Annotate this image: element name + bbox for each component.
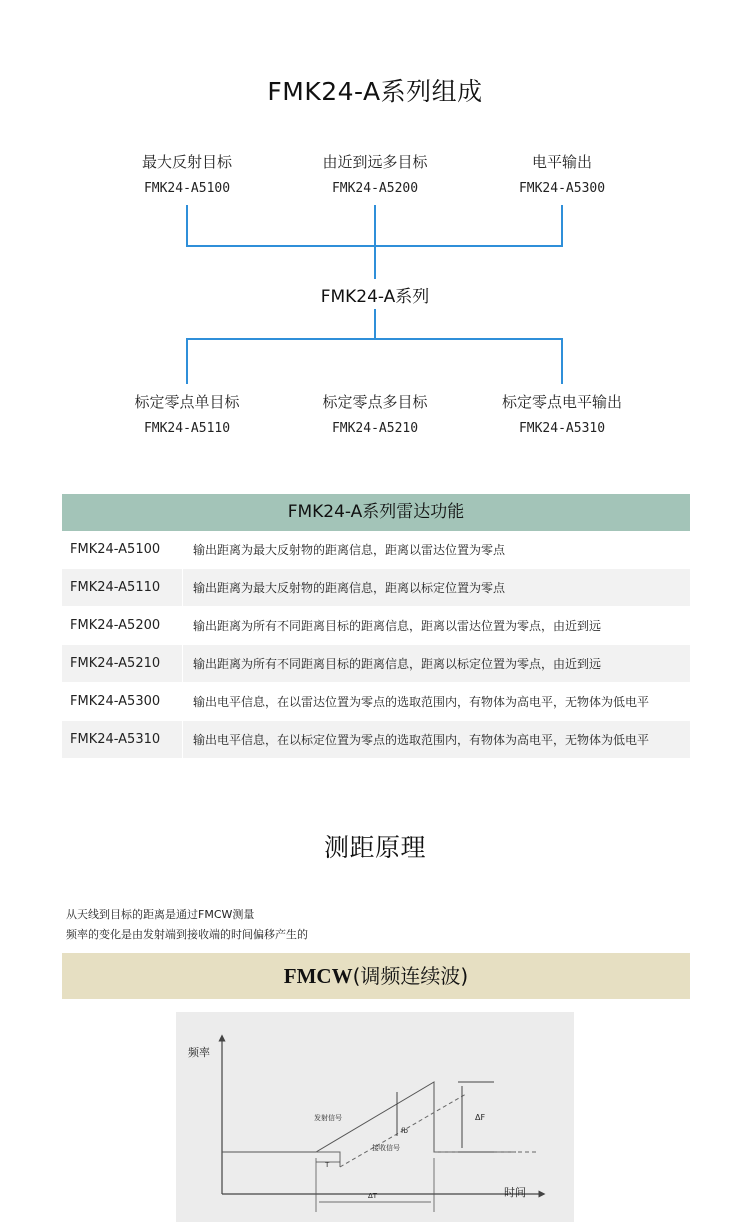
top-node-3-model: FMK24-A5300 (518, 181, 606, 196)
fmcw-banner (62, 953, 690, 999)
top-node-3-name: 电平输出 (531, 153, 592, 171)
intro-line-2: 频率的变化是由发射端到接收端的时间偏移产生的 (66, 928, 308, 941)
row-model: FMK24-A5200 (62, 607, 183, 644)
table-row (62, 645, 690, 683)
functions-table (62, 494, 690, 759)
fmcw-banner-abbr: FMCW (283, 964, 353, 988)
top-node-2-model: FMK24-A5200 (331, 181, 419, 196)
y-axis-label: 频率 (188, 1046, 210, 1059)
tx-label: 发射信号 (314, 1114, 342, 1122)
table-row (62, 683, 690, 721)
principle-title: 测距原理 (323, 833, 426, 862)
table-row (62, 531, 690, 569)
bottom-node-1-model: FMK24-A5110 (143, 421, 231, 436)
fb-label: fb (401, 1127, 408, 1135)
series-label: FMK24-A系列 (320, 287, 430, 307)
row-desc: 输出距离为所有不同距离目标的距离信息，距离以标定位置为零点，由近到远 (193, 657, 602, 671)
x-axis-label: 时间 (504, 1186, 526, 1199)
top-node-2-name: 由近到远多目标 (322, 153, 428, 171)
row-model: FMK24-A5210 (62, 645, 183, 682)
connector-line (374, 309, 376, 340)
intro-line-1: 从天线到目标的距离是通过FMCW测量 (66, 908, 255, 921)
row-desc: 输出电平信息，在以标定位置为零点的选取范围内，有物体为高电平，无物体为低电平 (193, 733, 650, 747)
rx-label: 接收信号 (372, 1144, 400, 1152)
row-model: FMK24-A5110 (62, 569, 183, 606)
fmcw-diagram (176, 1012, 574, 1222)
fmcw-banner-desc: (调频连续波) (352, 964, 469, 988)
functions-table-title: FMK24-A系列雷达功能 (62, 494, 690, 531)
connector-line (561, 338, 563, 384)
connector-line (374, 205, 376, 279)
row-model: FMK24-A5100 (62, 531, 183, 568)
connector-line (186, 245, 563, 247)
composition-title: FMK24-A系列组成 (267, 77, 483, 106)
bottom-node-3-model: FMK24-A5310 (518, 421, 606, 436)
fmcw-diagram-svg (176, 1012, 574, 1222)
bottom-node-2-model: FMK24-A5210 (331, 421, 419, 436)
table-row (62, 569, 690, 607)
row-model: FMK24-A5310 (62, 721, 183, 758)
tx-signal (222, 1082, 516, 1152)
top-node-1-model: FMK24-A5100 (143, 181, 231, 196)
row-desc: 输出距离为所有不同距离目标的距离信息，距离以雷达位置为零点，由近到远 (193, 619, 602, 633)
connector-line (561, 205, 563, 247)
row-model: FMK24-A5300 (62, 683, 183, 720)
table-row (62, 721, 690, 759)
df-label: ΔF (475, 1113, 486, 1122)
connector-line (186, 338, 188, 384)
bottom-node-2-name: 标定零点多目标 (322, 393, 428, 411)
dt-label: ΔT (368, 1192, 378, 1200)
bottom-node-1-name: 标定零点单目标 (134, 393, 240, 411)
row-desc: 输出电平信息，在以雷达位置为零点的选取范围内，有物体为高电平，无物体为低电平 (193, 695, 650, 709)
connector-line (186, 338, 563, 340)
bottom-node-3-name: 标定零点电平输出 (501, 393, 622, 411)
row-desc: 输出距离为最大反射物的距离信息，距离以标定位置为零点 (193, 581, 506, 595)
table-row (62, 607, 690, 645)
connector-line (186, 205, 188, 247)
top-node-1-name: 最大反射目标 (141, 153, 232, 171)
t-label: T (325, 1161, 330, 1169)
row-desc: 输出距离为最大反射物的距离信息，距离以雷达位置为零点 (193, 543, 506, 557)
